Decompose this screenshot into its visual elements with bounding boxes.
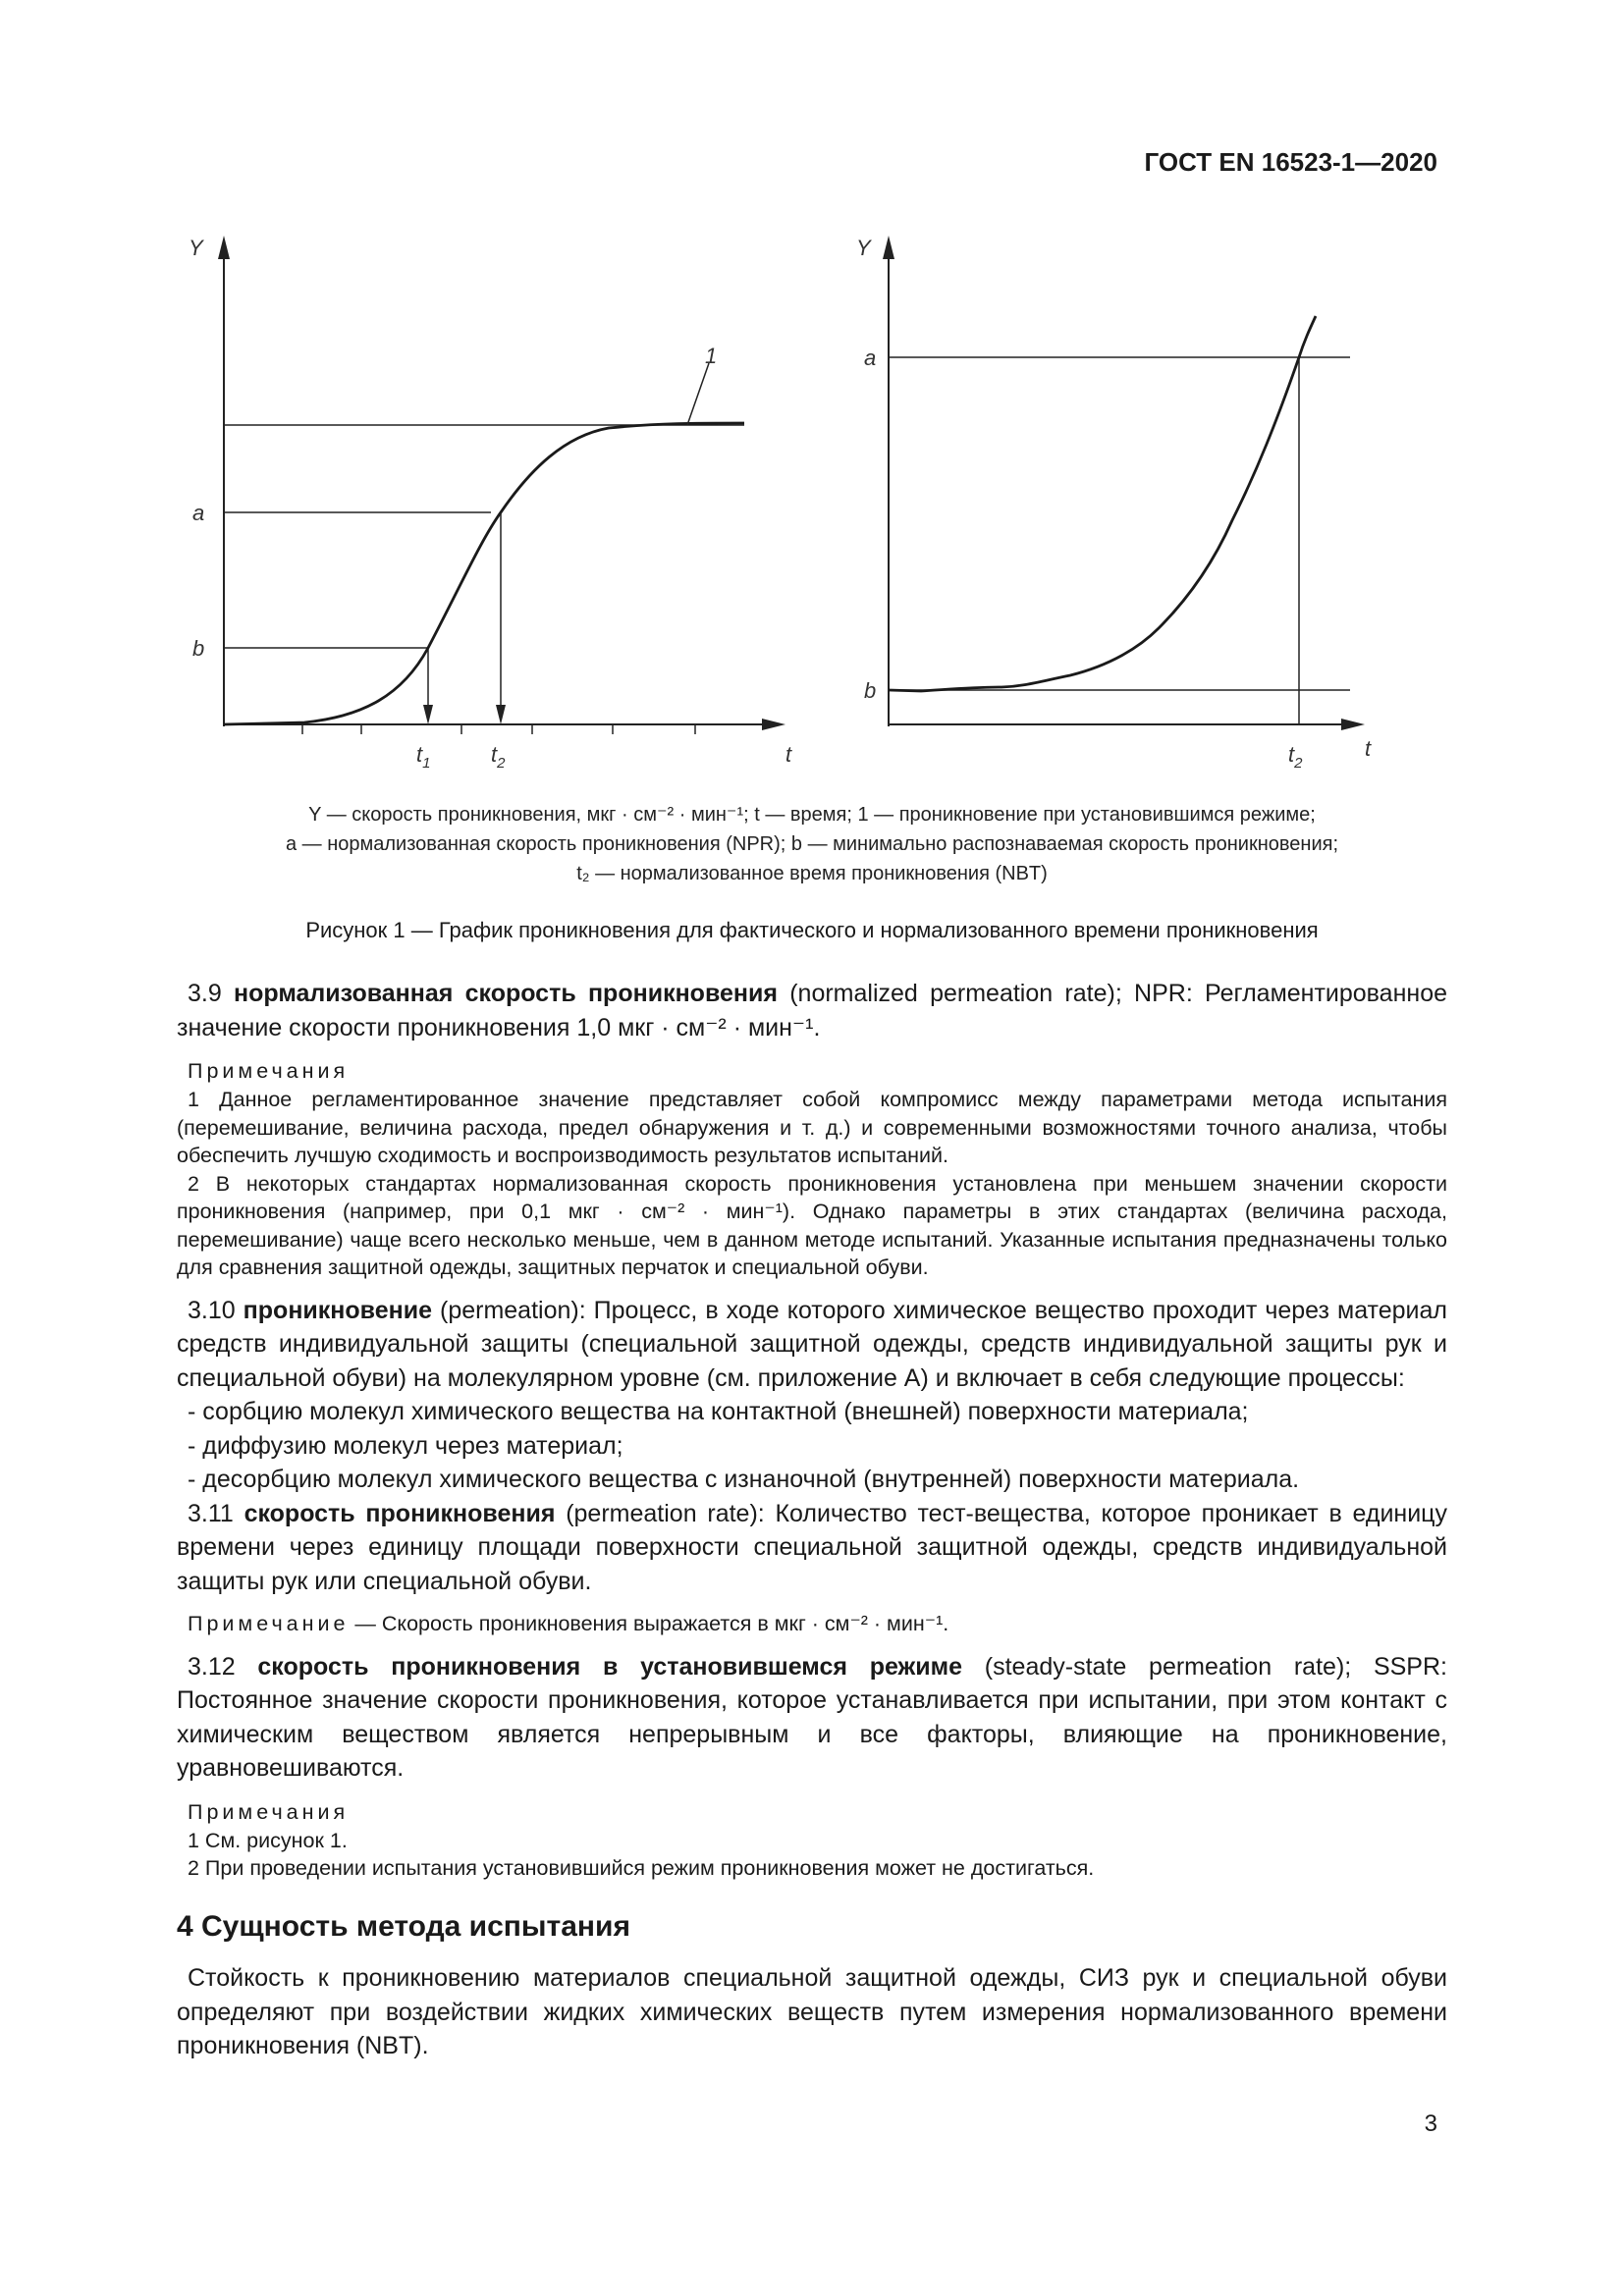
figure-right-graph xyxy=(844,226,1404,775)
left-level-a-label: a xyxy=(192,501,205,525)
notes-3-12-heading: Примечания xyxy=(188,1799,350,1824)
right-level-b-label: b xyxy=(864,678,877,703)
figure-caption: Рисунок 1 — График проникновения для фактического и нормализованного времени проникновения xyxy=(305,918,1319,942)
section-3-10-item-3: - десорбцию молекул химического вещества с изнаночной (внутренней) поверхности материала. xyxy=(188,1466,1300,1493)
right-x-arrow xyxy=(1341,719,1365,730)
left-t2-arrow xyxy=(496,705,506,724)
section-3-9-text: (normalized permeation rate); NPR: Регламентированное значение скорости проникновения 1,0 мкг · см⁻² · мин⁻¹. xyxy=(177,980,1448,1041)
section-3-11-term: скорость проникновения xyxy=(244,1499,556,1527)
section-3-10-item-1: - сорбцию молекул химического вещества на контактной (внешней) поверхности материала; xyxy=(188,1398,1249,1425)
left-x-arrow xyxy=(762,719,785,730)
left-x-axis-label: t xyxy=(785,742,792,767)
right-y-axis-label: Y xyxy=(856,236,871,260)
left-y-axis-label: Y xyxy=(189,236,203,260)
left-permeation-curve xyxy=(224,423,744,724)
left-t1-label: $t_1$ xyxy=(416,742,431,772)
left-t1-arrow xyxy=(423,705,433,724)
section-3-12-num: 3.12 xyxy=(188,1652,258,1681)
section-4-paragraph: Стойкость к проникновению материалов специальной защитной одежды, СИЗ рук и специальной обуви определяют при воздействии жидких химических веществ путем измерения нормализованного времени проникновения (NBT). xyxy=(177,1964,1447,2059)
section-3-10-num: 3.10 xyxy=(188,1296,244,1324)
notes-1-heading: Примечания xyxy=(188,1059,350,1083)
section-3-11-num: 3.11 xyxy=(188,1499,244,1527)
section-4-heading: 4 Сущность метода испытания xyxy=(177,1909,630,1943)
legend-line-3: t₂ — нормализованное время проникновения (NBT) xyxy=(576,863,1048,884)
section-3-9 xyxy=(177,977,1447,1044)
section-3-11-note xyxy=(177,1610,1447,1638)
notes-1-item-1: 1 Данное регламентированное значение представляет собой компромисс между параметрами метода испытания (перемешивание, величина расхода, предел обнаружения и т. д.) и современными возможностями точного анализа, чтобы обеспечить лучшую сходимость и воспроизводимость результатов испытаний. xyxy=(177,1088,1447,1167)
notes-3-12-item-2: 2 При проведении испытания установившийся режим проникновения может не достигаться. xyxy=(188,1856,1095,1880)
section-3-10-item-2: - диффузию молекул через материал; xyxy=(188,1431,623,1460)
section-3-10-text: (permeation): Процесс, в ходе которого химическое вещество проходит через материал средств индивидуальной защиты (специальной защитной одежды, средств индивидуальной защиты рук и специальной обуви) на молекулярном уровне (см. приложение А) и включает в себя следующие процессы: xyxy=(177,1296,1447,1392)
section-3-11-note-text: — Скорость проникновения выражается в мкг · см⁻² · мин⁻¹. xyxy=(349,1612,949,1635)
legend-line-2: a — нормализованная скорость проникновения (NPR); b — минимально распознаваемая скорость проникновения; xyxy=(285,833,1338,855)
left-y-arrow xyxy=(218,236,230,259)
legend-line-1: Y — скорость проникновения, мкг · см⁻² · мин⁻¹; t — время; 1 — проникновение при установившимся режиме; xyxy=(308,804,1316,826)
left-x-ticks xyxy=(302,724,695,734)
section-3-11-text: (permeation rate): Количество тест-вещества, которое проникает в единицу времени через единицу площади поверхности специальной защитной одежды, средств индивидуальной защиты рук или специальной обуви. xyxy=(177,1499,1448,1595)
figure-legend xyxy=(177,800,1447,888)
section-3-9-num: 3.9 xyxy=(188,980,235,1007)
section-3-12 xyxy=(177,1650,1447,1786)
section-3-12-text: (steady-state permeation rate); SSPR: Постоянное значение скорости проникновения, которое устанавливается при испытании, при этом контакт с химическим веществом является непрерывным и все факторы, влияющие на проникновение, уравновешиваются. xyxy=(177,1652,1447,1782)
right-permeation-curve xyxy=(889,316,1316,691)
document-header: ГОСТ EN 16523-1—2020 xyxy=(1144,147,1437,177)
right-y-arrow xyxy=(883,236,894,259)
left-curve-label: 1 xyxy=(705,344,718,368)
section-3-11 xyxy=(177,1497,1447,1599)
right-t2-label: $t_2$ xyxy=(1288,742,1303,772)
left-curve-label-leader xyxy=(687,363,709,425)
left-graph-svg xyxy=(177,226,825,775)
right-level-a-label: a xyxy=(864,346,877,370)
figure-left-graph xyxy=(177,226,825,775)
right-x-axis-label: t xyxy=(1365,736,1372,761)
page-number: 3 xyxy=(1424,2110,1437,2137)
notes-3-12-item-1: 1 См. рисунок 1. xyxy=(188,1828,348,1852)
notes-1-item-2: 2 В некоторых стандартах нормализованная скорость проникновения установлена при меньшем значении скорости проникновения (например, при 0,1 мкг · см⁻² · мин⁻¹). Однако параметры в этих стандартах (величина расхода, перемешивание) чаще всего несколько меньше, чем в данном методе испытаний. Указанные испытания предназначены только для сравнения защитной одежды, защитных перчаток и специальной обуви. xyxy=(177,1171,1447,1279)
section-3-9-term: нормализованная скорость проникновения xyxy=(234,980,778,1007)
section-3-12-term: скорость проникновения в установившемся режиме xyxy=(257,1652,963,1681)
left-t2-label: $t_2$ xyxy=(491,742,506,772)
section-3-10-term: проникновение xyxy=(243,1296,432,1324)
section-3-10 xyxy=(177,1294,1447,1396)
section-3-11-note-heading: Примечание xyxy=(188,1612,350,1635)
right-graph-svg xyxy=(844,226,1404,775)
document-body xyxy=(177,977,1447,2063)
left-level-b-label: b xyxy=(192,636,205,661)
